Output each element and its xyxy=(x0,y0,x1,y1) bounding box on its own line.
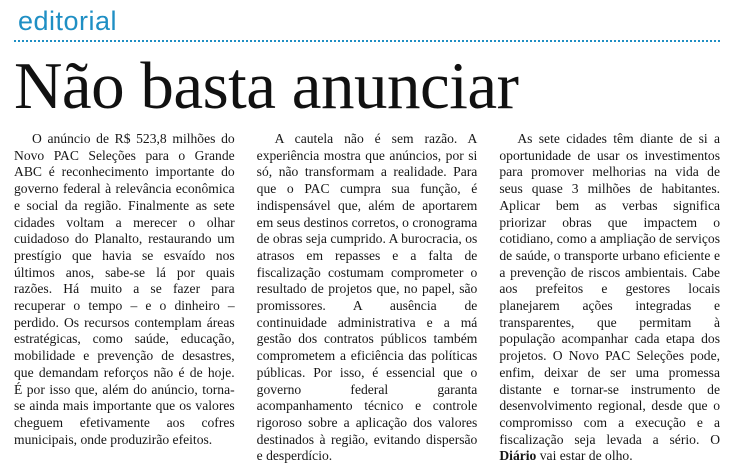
column-3-text: As sete cidades têm diante de si a oportunidade de usar os investimentos para promover melhorias na vida de seus quase 3 milhões de habitantes. Aplicar bem as verbas significa priorizar obras que impactem o cotidiano, como a ampliação de serviços de saúde, o transporte urbano eficiente e a prevenção de riscos ambientais. Cabe aos prefeitos e gestores locais planejarem ações integradas e transparentes, que permitam à população acompanhar cada etapa dos projetos. O Novo PAC Seleções pode, enfim, deixar de ser uma promessa distante e tornar-se instrumento de desenvolvimento regional, desde que o compromisso com a execução e a fiscalização seja levada a sério. O xyxy=(499,131,721,447)
dotted-divider xyxy=(14,40,720,42)
newspaper-name: Diário xyxy=(499,448,537,464)
headline: Não basta anunciar xyxy=(14,49,519,123)
section-label: editorial xyxy=(18,6,118,36)
closing-text: vai estar de olho. xyxy=(536,448,633,464)
article-column-1 xyxy=(14,131,235,461)
article-column-2 xyxy=(256,131,478,464)
column-3-paragraph xyxy=(499,131,720,465)
article-column-3 xyxy=(499,131,721,464)
column-1-text: O anúncio de R$ 523,8 milhões do Novo PAC Seleções para o Grande ABC é reconhecimento importante do governo federal à relevância econômica e social da região. Finalmente as sete cidades voltam a merecer o olhar cuidadoso do Planalto, restaurando um prestígio que havia se esvaído nos últimos anos, sabe-se lá por quais razões. Há muito a se fazer para recuperar o tempo – e o dinheiro – perdido. Os recursos contemplam áreas estratégicas, como saúde, educação, mobilidade e prevenção de desastres, que demandam reforços não é de hoje. É por isso que, além do anúncio, torna-se ainda mais importante que os valores cheguem efetivamente aos cofres municipais, onde produzirão efeitos. xyxy=(14,131,235,447)
column-2-text: A cautela não é sem razão. A experiência mostra que anúncios, por si só, não transformam a realidade. Para que o PAC cumpra sua função, é indispensável que, além de aportarem em seus destinos corretos, o cronograma de obras seja cumprido. A burocracia, os atrasos em repasses e a falta de fiscalização costumam comprometer o resultado de projetos que, no papel, são promissores. A ausência de continuidade administrativa e a má gestão dos contratos públicos também comprometem a eficiência das políticas públicas. Por isso, é essencial que o governo federal garanta acompanhamento técnico e controle rigoroso sobre a aplicação dos valores destinados à região, evitando dispersão e desperdício. xyxy=(256,131,478,464)
article-body xyxy=(14,131,721,464)
